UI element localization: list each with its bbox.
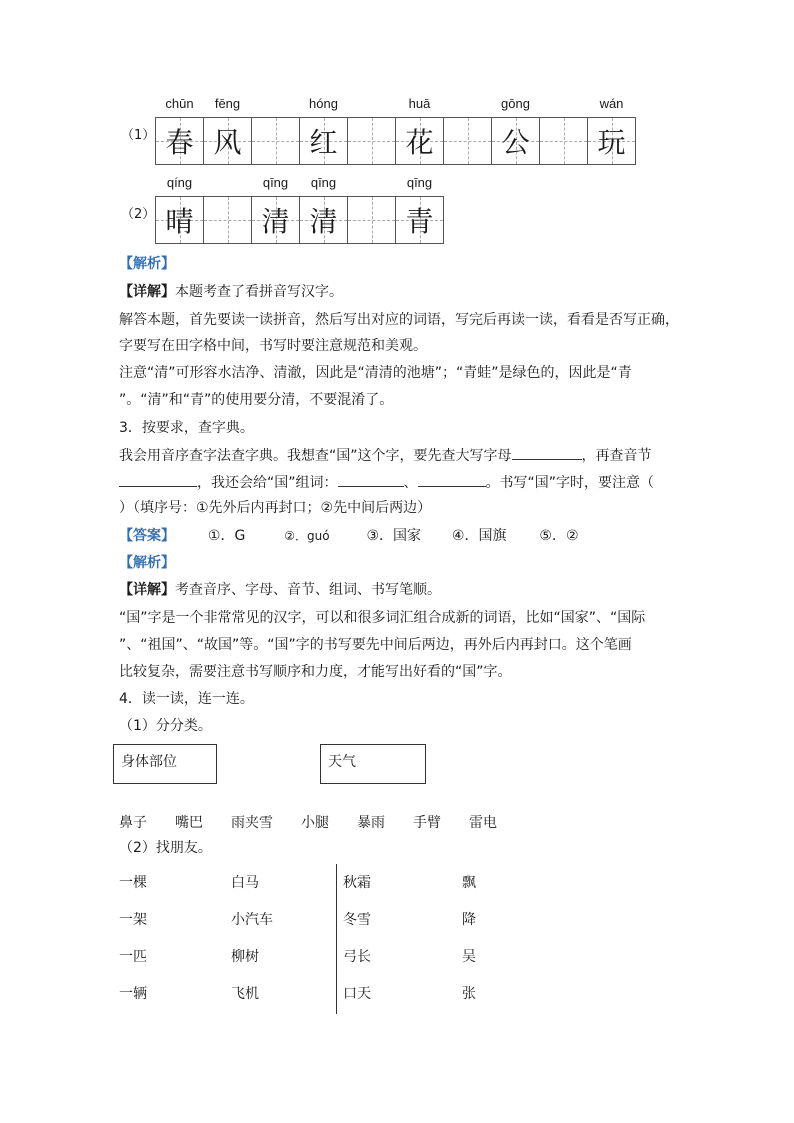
word-item[interactable]: 鼻子 — [119, 815, 147, 831]
paragraph: 比较复杂，需要注意书写顺序和力度，才能写出好看的“国”字。 — [119, 664, 512, 680]
answer-blank[interactable] — [418, 472, 486, 487]
grid-cell — [251, 117, 300, 165]
answer-tag: 【答案】 — [119, 528, 175, 544]
hanzi — [348, 118, 395, 164]
pinyin: hóng — [309, 96, 338, 111]
hanzi: 青 — [405, 205, 434, 238]
match-item[interactable]: 一匹 — [119, 949, 147, 965]
grid-cell — [251, 175, 300, 244]
answer-item: ①．G — [207, 528, 246, 544]
grid-cell — [491, 96, 540, 165]
pinyin: qíng — [166, 175, 193, 190]
answer-line — [119, 526, 579, 546]
answer-item: ⑤．② — [539, 528, 579, 544]
match-item[interactable]: 张 — [462, 986, 476, 1002]
hanzi — [204, 197, 251, 243]
word-item[interactable]: 雷电 — [469, 815, 497, 831]
paragraph: “国”字是一个非常常见的汉字，可以和很多词汇组合成新的词语，比如“国家”、“国际 — [119, 610, 646, 626]
hanzi: 清 — [261, 205, 290, 238]
answer-blank[interactable] — [512, 445, 582, 460]
question-text: 。书写“国”字时，要注意（ — [485, 475, 655, 491]
grid-cell — [203, 96, 252, 165]
match-item[interactable]: 白马 — [231, 875, 259, 891]
match-item[interactable]: 飞机 — [231, 986, 259, 1002]
pinyin: qīng — [262, 175, 289, 190]
pinyin: fēng — [214, 96, 241, 111]
grid-cell — [587, 96, 636, 165]
sub-question: （2）找朋友。 — [119, 840, 212, 856]
word-item[interactable]: 雨夹雪 — [231, 815, 273, 831]
column-divider — [336, 864, 337, 1014]
match-item[interactable]: 口天 — [343, 986, 371, 1002]
grid-cell — [395, 175, 444, 244]
category-box-body[interactable] — [113, 744, 217, 784]
question-text: 、 — [403, 475, 418, 491]
question-line — [119, 472, 654, 493]
match-item[interactable]: 一棵 — [119, 875, 147, 891]
pinyin: gōng — [501, 96, 530, 111]
paragraph: ”、“祖国”、“故国”等。“国”字的书写要先中间后两边，再外后内再封口。这个笔画 — [119, 637, 632, 653]
hanzi: 清 — [309, 205, 338, 238]
hanzi: 公 — [501, 126, 530, 159]
match-item[interactable]: 吴 — [462, 949, 476, 965]
detail-line — [119, 282, 343, 302]
word-item[interactable]: 暴雨 — [357, 815, 385, 831]
grid-cell — [539, 117, 588, 165]
question-text: ，我还会给“国”组词： — [197, 475, 338, 491]
answer-item: ④．国旗 — [451, 528, 507, 544]
answer-blank[interactable] — [119, 472, 197, 487]
detail-tag: 【详解】 — [119, 582, 175, 598]
pinyin: qīng — [310, 175, 337, 190]
word-item[interactable]: 嘴巴 — [175, 815, 203, 831]
match-item[interactable]: 秋霜 — [343, 875, 371, 891]
match-item[interactable]: 降 — [462, 912, 476, 928]
tianzige-row-1 — [155, 96, 636, 165]
paragraph: ”。“清”和“青”的使用要分清，不要混淆了。 — [119, 392, 394, 408]
hanzi — [252, 118, 299, 164]
question-line — [119, 445, 652, 466]
grid-cell — [155, 175, 204, 244]
match-item[interactable]: 一架 — [119, 912, 147, 928]
grid-cell — [395, 96, 444, 165]
answer-item: ③．国家 — [366, 528, 422, 544]
pinyin: wán — [599, 96, 624, 111]
hanzi: 晴 — [165, 205, 194, 238]
question-line: ）（填序号：①先外后内再封口；②先中间后两边） — [119, 500, 432, 516]
hanzi — [444, 118, 491, 164]
word-item[interactable]: 手臂 — [413, 815, 441, 831]
grid-cell — [155, 96, 204, 165]
pinyin: huā — [408, 96, 431, 111]
grid-cell — [347, 196, 396, 244]
grid-cell — [443, 117, 492, 165]
grid2-label: （2） — [121, 207, 156, 222]
question-title: 4．读一读，连一连。 — [119, 691, 254, 707]
sub-question: （1）分分类。 — [119, 718, 212, 734]
detail-text: 考查音序、字母、音节、组词、书写笔顺。 — [175, 582, 441, 598]
answer-item: ②．guó — [284, 529, 330, 543]
paragraph: 解答本题，首先要读一读拼音，然后写出对应的词语，写完后再读一读，看看是否写正确， — [119, 312, 679, 328]
match-item[interactable]: 弓长 — [343, 949, 371, 965]
pinyin: qīng — [406, 175, 433, 190]
hanzi — [540, 118, 587, 164]
grid-cell — [203, 196, 252, 244]
question-text: 我会用音序查字法查字典。我想查“国”这个字，要先查大写字母 — [119, 448, 512, 464]
word-item[interactable]: 小腿 — [301, 815, 329, 831]
match-item[interactable]: 小汽车 — [231, 912, 273, 928]
paragraph: 注意“清”可形容水洁净、清澈，因此是“清清的池塘”；“青蛙”是绿色的，因此是“青 — [119, 365, 632, 381]
analysis-heading: 【解析】 — [119, 555, 175, 571]
hanzi — [348, 197, 395, 243]
detail-tag: 【详解】 — [119, 284, 175, 300]
hanzi: 春 — [165, 126, 194, 159]
category-label: 身体部位 — [121, 754, 177, 770]
category-label: 天气 — [328, 754, 356, 770]
category-box-weather[interactable] — [320, 744, 426, 784]
detail-text: 本题考查了看拼音写汉字。 — [175, 284, 343, 300]
grid-cell — [299, 175, 348, 244]
grid-cell — [347, 117, 396, 165]
detail-line — [119, 580, 441, 600]
match-item[interactable]: 柳树 — [231, 949, 259, 965]
tianzige-row-2 — [155, 175, 444, 244]
question-text: ，再查音节 — [581, 448, 652, 464]
question-title: 3．按要求，查字典。 — [119, 420, 254, 436]
hanzi: 红 — [309, 126, 338, 159]
hanzi: 花 — [405, 126, 434, 159]
match-item[interactable]: 一辆 — [119, 986, 147, 1002]
match-item[interactable]: 冬雪 — [343, 912, 371, 928]
analysis-heading: 【解析】 — [119, 256, 175, 272]
match-item[interactable]: 飘 — [462, 875, 476, 891]
pinyin: chūn — [165, 96, 194, 111]
answer-blank[interactable] — [338, 472, 404, 487]
hanzi: 风 — [213, 126, 242, 159]
grid1-label: （1） — [121, 128, 156, 143]
grid-cell — [299, 96, 348, 165]
paragraph: 字要写在田字格中间，书写时要注意规范和美观。 — [119, 338, 427, 354]
hanzi: 玩 — [597, 126, 626, 159]
